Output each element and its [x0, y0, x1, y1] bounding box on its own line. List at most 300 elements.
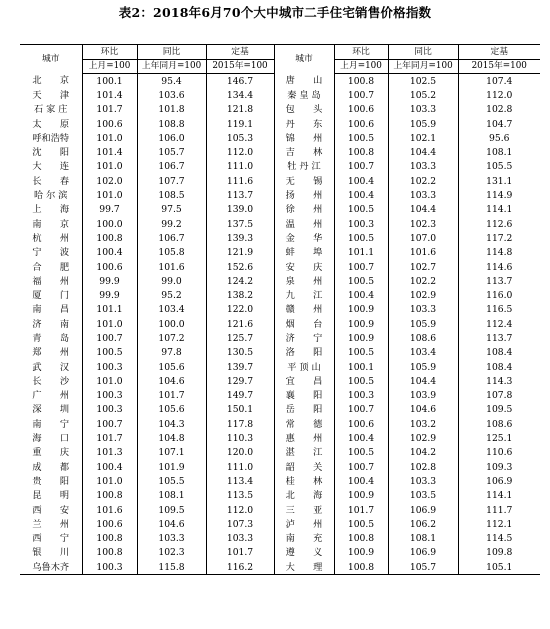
mom-cell-left: 101.7 [82, 103, 137, 117]
yoy-cell-right: 102.9 [388, 288, 458, 302]
mom-cell-left: 101.4 [82, 145, 137, 159]
base-cell-left: 152.6 [206, 260, 274, 274]
mom-cell-left: 101.1 [82, 303, 137, 317]
city-cell-left: 西 宁 [20, 532, 82, 546]
mom-cell-left: 101.0 [82, 374, 137, 388]
base-cell-left: 121.6 [206, 317, 274, 331]
city-cell-right: 遵 义 [274, 546, 334, 560]
base-cell-right: 109.5 [486, 404, 513, 416]
mom-cell-right: 100.4 [334, 174, 388, 188]
yoy-cell-right: 104.6 [388, 403, 458, 417]
base-cell-left: 149.7 [206, 389, 274, 403]
table-row [20, 403, 540, 417]
mom-cell-left: 100.3 [82, 403, 137, 417]
mom-cell-right: 100.5 [334, 231, 388, 245]
city-cell-right: 蚌 埠 [274, 246, 334, 260]
table-row [20, 346, 540, 360]
yoy-cell-left: 97.5 [137, 203, 206, 217]
city-cell-left: 长 春 [20, 174, 82, 188]
yoy-cell-left: 106.7 [137, 160, 206, 174]
mom-cell-right: 100.9 [334, 489, 388, 503]
base-cell-left: 111.0 [206, 160, 274, 174]
yoy-cell-right: 106.9 [388, 546, 458, 560]
mom-cell-left: 100.8 [82, 489, 137, 503]
base-cell-left: 112.0 [206, 145, 274, 159]
city-cell-right: 湛 江 [274, 446, 334, 460]
yoy-cell-right: 103.9 [388, 389, 458, 403]
base-cell-left: 103.3 [206, 532, 274, 546]
city-cell-left: 济 南 [20, 317, 82, 331]
subheader-base-right: 2015年=100 [458, 60, 540, 74]
city-cell-left: 昆 明 [20, 489, 82, 503]
table-row [20, 160, 540, 174]
mom-cell-right: 100.5 [334, 517, 388, 531]
city-cell-left: 呼和浩特 [20, 131, 82, 145]
mom-cell-right: 101.7 [334, 503, 388, 517]
table-row [20, 203, 540, 217]
table-row [20, 103, 540, 117]
table-row [20, 489, 540, 503]
yoy-cell-left: 109.5 [137, 503, 206, 517]
mom-cell-left: 101.6 [82, 503, 137, 517]
mom-cell-left: 101.0 [82, 474, 137, 488]
city-cell-left: 南 京 [20, 217, 82, 231]
city-cell-right: 济 宁 [274, 331, 334, 345]
mom-cell-left: 100.8 [82, 532, 137, 546]
base-cell-left: 137.5 [206, 217, 274, 231]
yoy-cell-left: 107.2 [137, 331, 206, 345]
base-cell-left: 129.7 [206, 374, 274, 388]
base-cell-right: 108.6 [486, 418, 513, 430]
base-cell-right: 117.2 [486, 232, 513, 244]
city-cell-right: 北 海 [274, 489, 334, 503]
yoy-cell-left: 97.8 [137, 346, 206, 360]
mom-cell-right: 100.6 [334, 103, 388, 117]
mom-cell-right: 100.5 [334, 346, 388, 360]
mom-cell-left: 100.5 [82, 346, 137, 360]
city-cell-right: 安 庆 [274, 260, 334, 274]
table-row [20, 246, 540, 260]
mom-cell-left: 100.3 [82, 389, 137, 403]
city-cell-left: 大 连 [20, 160, 82, 174]
city-cell-right: 平 顶 山 [274, 360, 334, 374]
city-cell-right: 无 锡 [274, 174, 334, 188]
yoy-cell-left: 105.5 [137, 474, 206, 488]
mom-cell-left: 101.0 [82, 188, 137, 202]
mom-cell-left: 99.7 [82, 203, 137, 217]
base-cell-right: 109.3 [486, 461, 513, 473]
base-cell-right: 114.6 [486, 261, 513, 273]
base-cell-left: 139.0 [206, 203, 274, 217]
table-row [20, 546, 540, 560]
city-cell-right: 泉 州 [274, 274, 334, 288]
table-row [20, 145, 540, 159]
header-base-right: 定基 [458, 45, 540, 60]
yoy-cell-left: 105.6 [137, 360, 206, 374]
mom-cell-right: 100.4 [334, 474, 388, 488]
yoy-cell-left: 101.8 [137, 103, 206, 117]
yoy-cell-right: 102.3 [388, 217, 458, 231]
table-row [20, 532, 540, 546]
mom-cell-right: 100.9 [334, 303, 388, 317]
city-cell-right: 惠 州 [274, 431, 334, 445]
base-cell-right: 108.1 [486, 147, 513, 159]
yoy-cell-right: 102.8 [388, 460, 458, 474]
table-row [20, 303, 540, 317]
yoy-cell-left: 105.7 [137, 145, 206, 159]
base-cell-right: 113.7 [486, 275, 513, 287]
yoy-cell-right: 108.1 [388, 532, 458, 546]
yoy-cell-left: 104.6 [137, 374, 206, 388]
mom-cell-right: 100.8 [334, 560, 388, 575]
city-cell-left: 杭 州 [20, 231, 82, 245]
header-row [20, 45, 540, 60]
mom-cell-right: 100.8 [334, 532, 388, 546]
base-cell-left: 116.2 [206, 560, 274, 575]
table-row [20, 88, 540, 102]
mom-cell-left: 101.4 [82, 88, 137, 102]
base-cell-right: 104.7 [486, 118, 513, 130]
yoy-cell-left: 106.0 [137, 131, 206, 145]
table-row [20, 474, 540, 488]
city-cell-right: 襄 阳 [274, 389, 334, 403]
yoy-cell-left: 95.4 [137, 74, 206, 89]
city-cell-left: 贵 阳 [20, 474, 82, 488]
city-cell-left: 天 津 [20, 88, 82, 102]
city-cell-left: 深 圳 [20, 403, 82, 417]
yoy-cell-right: 102.1 [388, 131, 458, 145]
mom-cell-left: 101.0 [82, 317, 137, 331]
city-cell-left: 厦 门 [20, 288, 82, 302]
base-cell-left: 101.7 [206, 546, 274, 560]
yoy-cell-left: 100.0 [137, 317, 206, 331]
base-cell-left: 122.0 [206, 303, 274, 317]
subheader-yoy-left: 上年同月=100 [137, 60, 206, 74]
table-row [20, 417, 540, 431]
table-row [20, 74, 540, 89]
base-cell-left: 121.9 [206, 246, 274, 260]
mom-cell-right: 100.8 [334, 74, 388, 89]
yoy-cell-left: 95.2 [137, 288, 206, 302]
mom-cell-left: 99.9 [82, 274, 137, 288]
yoy-cell-right: 102.2 [388, 274, 458, 288]
mom-cell-left: 100.8 [82, 546, 137, 560]
city-cell-left: 广 州 [20, 389, 82, 403]
mom-cell-left: 100.7 [82, 331, 137, 345]
header-yoy-right: 同比 [388, 45, 458, 60]
table-row [20, 288, 540, 302]
city-cell-left: 海 口 [20, 431, 82, 445]
mom-cell-left: 101.0 [82, 131, 137, 145]
yoy-cell-left: 101.7 [137, 389, 206, 403]
header-city-right: 城市 [274, 45, 334, 74]
yoy-cell-left: 104.3 [137, 417, 206, 431]
city-cell-left: 南 昌 [20, 303, 82, 317]
base-cell-left: 121.8 [206, 103, 274, 117]
mom-cell-right: 100.7 [334, 160, 388, 174]
city-cell-left: 银 川 [20, 546, 82, 560]
base-cell-left: 139.3 [206, 231, 274, 245]
city-cell-right: 岳 阳 [274, 403, 334, 417]
yoy-cell-right: 105.9 [388, 360, 458, 374]
mom-cell-right: 100.7 [334, 403, 388, 417]
yoy-cell-left: 105.8 [137, 246, 206, 260]
table-row [20, 360, 540, 374]
city-cell-right: 赣 州 [274, 303, 334, 317]
base-cell-right: 114.1 [486, 490, 513, 502]
yoy-cell-left: 115.8 [137, 560, 206, 575]
mom-cell-right: 101.1 [334, 246, 388, 260]
city-cell-right: 常 德 [274, 417, 334, 431]
base-cell-left: 119.1 [206, 117, 274, 131]
mom-cell-left: 100.6 [82, 517, 137, 531]
base-cell-right: 95.6 [489, 132, 510, 144]
mom-cell-right: 100.9 [334, 331, 388, 345]
base-cell-right: 107.4 [486, 75, 513, 87]
yoy-cell-right: 102.7 [388, 260, 458, 274]
city-cell-left: 兰 州 [20, 517, 82, 531]
yoy-cell-right: 104.4 [388, 374, 458, 388]
mom-cell-right: 100.7 [334, 88, 388, 102]
base-cell-left: 111.0 [206, 460, 274, 474]
city-cell-right: 包 头 [274, 103, 334, 117]
city-cell-right: 扬 州 [274, 188, 334, 202]
base-cell-left: 112.0 [206, 503, 274, 517]
table-row [20, 503, 540, 517]
base-cell-right: 114.8 [486, 247, 513, 259]
base-cell-right: 125.1 [486, 433, 513, 445]
city-cell-left: 太 原 [20, 117, 82, 131]
base-cell-right: 114.1 [486, 204, 513, 216]
city-cell-left: 北 京 [20, 74, 82, 89]
yoy-cell-right: 102.5 [388, 74, 458, 89]
yoy-cell-right: 105.9 [388, 317, 458, 331]
city-cell-right: 烟 台 [274, 317, 334, 331]
city-cell-right: 唐 山 [274, 74, 334, 89]
subheader-base-left: 2015年=100 [206, 60, 274, 74]
price-index-table [20, 44, 540, 575]
yoy-cell-left: 104.8 [137, 431, 206, 445]
city-cell-left: 成 都 [20, 460, 82, 474]
city-cell-right: 泸 州 [274, 517, 334, 531]
base-cell-left: 113.4 [206, 474, 274, 488]
mom-cell-left: 100.6 [82, 260, 137, 274]
yoy-cell-right: 104.4 [388, 203, 458, 217]
mom-cell-right: 100.6 [334, 117, 388, 131]
table-row [20, 274, 540, 288]
base-cell-right: 108.4 [486, 361, 513, 373]
mom-cell-left: 100.4 [82, 246, 137, 260]
mom-cell-left: 99.9 [82, 288, 137, 302]
yoy-cell-left: 99.2 [137, 217, 206, 231]
mom-cell-right: 100.5 [334, 274, 388, 288]
yoy-cell-left: 103.6 [137, 88, 206, 102]
mom-cell-right: 100.5 [334, 131, 388, 145]
base-cell-right: 102.8 [486, 104, 513, 116]
mom-cell-right: 100.5 [334, 446, 388, 460]
yoy-cell-right: 107.0 [388, 231, 458, 245]
base-cell-right: 116.5 [486, 304, 513, 316]
mom-cell-left: 101.0 [82, 160, 137, 174]
base-cell-right: 116.0 [486, 290, 513, 302]
city-cell-right: 韶 关 [274, 460, 334, 474]
mom-cell-right: 100.8 [334, 145, 388, 159]
city-cell-right: 洛 阳 [274, 346, 334, 360]
mom-cell-left: 101.3 [82, 446, 137, 460]
yoy-cell-right: 108.6 [388, 331, 458, 345]
city-cell-right: 锦 州 [274, 131, 334, 145]
yoy-cell-right: 103.3 [388, 160, 458, 174]
base-cell-left: 107.3 [206, 517, 274, 531]
city-cell-right: 秦 皇 岛 [274, 88, 334, 102]
yoy-cell-right: 103.3 [388, 474, 458, 488]
base-cell-right: 131.1 [486, 175, 513, 187]
base-cell-left: 150.1 [206, 403, 274, 417]
table-row [20, 389, 540, 403]
yoy-cell-left: 108.1 [137, 489, 206, 503]
base-cell-right: 106.9 [486, 475, 513, 487]
yoy-cell-right: 105.9 [388, 117, 458, 131]
city-cell-right: 桂 林 [274, 474, 334, 488]
city-cell-right: 金 华 [274, 231, 334, 245]
base-cell-right: 112.1 [486, 518, 513, 530]
city-cell-left: 乌鲁木齐 [20, 560, 82, 575]
yoy-cell-left: 107.7 [137, 174, 206, 188]
mom-cell-left: 100.3 [82, 560, 137, 575]
yoy-cell-right: 103.3 [388, 188, 458, 202]
yoy-cell-left: 106.7 [137, 231, 206, 245]
base-cell-right: 114.9 [486, 190, 513, 202]
city-cell-left: 宁 波 [20, 246, 82, 260]
city-cell-right: 温 州 [274, 217, 334, 231]
base-cell-left: 139.7 [206, 360, 274, 374]
base-cell-left: 105.3 [206, 131, 274, 145]
city-cell-left: 武 汉 [20, 360, 82, 374]
table-row [20, 117, 540, 131]
subheader-mom-right: 上月=100 [334, 60, 388, 74]
subheader-yoy-right: 上年同月=100 [388, 60, 458, 74]
yoy-cell-right: 105.2 [388, 88, 458, 102]
city-cell-right: 吉 林 [274, 145, 334, 159]
mom-cell-right: 100.7 [334, 460, 388, 474]
table-row [20, 174, 540, 188]
base-cell-right: 107.8 [486, 390, 513, 402]
mom-cell-left: 100.7 [82, 417, 137, 431]
mom-cell-right: 100.5 [334, 203, 388, 217]
table-row [20, 460, 540, 474]
base-cell-right: 105.5 [486, 161, 513, 173]
base-cell-right: 112.6 [486, 218, 513, 230]
city-cell-right: 三 亚 [274, 503, 334, 517]
mom-cell-left: 100.0 [82, 217, 137, 231]
yoy-cell-left: 105.6 [137, 403, 206, 417]
mom-cell-right: 100.9 [334, 546, 388, 560]
yoy-cell-right: 106.9 [388, 503, 458, 517]
mom-cell-right: 100.4 [334, 431, 388, 445]
yoy-cell-left: 103.4 [137, 303, 206, 317]
yoy-cell-right: 105.7 [388, 560, 458, 575]
base-cell-right: 114.3 [486, 375, 513, 387]
city-cell-right: 丹 东 [274, 117, 334, 131]
yoy-cell-left: 103.3 [137, 532, 206, 546]
base-cell-left: 130.5 [206, 346, 274, 360]
table-title: 表2：2018年6月70个大中城市二手住宅销售价格指数 [118, 5, 432, 20]
base-cell-left: 117.8 [206, 417, 274, 431]
city-cell-left: 青 岛 [20, 331, 82, 345]
yoy-cell-right: 103.3 [388, 303, 458, 317]
city-cell-left: 重 庆 [20, 446, 82, 460]
city-cell-left: 福 州 [20, 274, 82, 288]
table-row [20, 431, 540, 445]
table-row [20, 131, 540, 145]
mom-cell-left: 100.8 [82, 231, 137, 245]
table-row [20, 560, 540, 575]
base-cell-left: 138.2 [206, 288, 274, 302]
table-row [20, 374, 540, 388]
city-cell-left: 合 肥 [20, 260, 82, 274]
mom-cell-right: 100.7 [334, 260, 388, 274]
base-cell-right: 105.1 [458, 560, 540, 575]
yoy-cell-left: 104.6 [137, 517, 206, 531]
yoy-cell-right: 102.9 [388, 431, 458, 445]
base-cell-right: 111.7 [486, 504, 513, 516]
city-cell-left: 沈 阳 [20, 145, 82, 159]
mom-cell-right: 100.1 [334, 360, 388, 374]
city-cell-right: 牡 丹 江 [274, 160, 334, 174]
mom-cell-left: 101.7 [82, 431, 137, 445]
mom-cell-left: 100.6 [82, 117, 137, 131]
base-cell-left: 113.7 [206, 188, 274, 202]
base-cell-right: 112.4 [486, 318, 513, 330]
base-cell-left: 120.0 [206, 446, 274, 460]
base-cell-left: 134.4 [206, 88, 274, 102]
header-base-left: 定基 [206, 45, 274, 60]
base-cell-right: 112.0 [486, 89, 513, 101]
mom-cell-right: 100.4 [334, 188, 388, 202]
table-row [20, 517, 540, 531]
header-mom-left: 环比 [82, 45, 137, 60]
base-cell-left: 113.5 [206, 489, 274, 503]
mom-cell-right: 100.3 [334, 389, 388, 403]
yoy-cell-left: 107.1 [137, 446, 206, 460]
base-cell-left: 146.7 [206, 74, 274, 89]
mom-cell-left: 100.3 [82, 360, 137, 374]
city-cell-left: 石 家 庄 [20, 103, 82, 117]
base-cell-right: 108.4 [486, 347, 513, 359]
yoy-cell-right: 103.3 [388, 103, 458, 117]
mom-cell-right: 100.6 [334, 417, 388, 431]
base-cell-right: 113.7 [486, 332, 513, 344]
yoy-cell-right: 104.2 [388, 446, 458, 460]
table-row [20, 317, 540, 331]
city-cell-right: 宜 昌 [274, 374, 334, 388]
mom-cell-left: 100.4 [82, 460, 137, 474]
table-row [20, 188, 540, 202]
mom-cell-right: 100.9 [334, 317, 388, 331]
city-cell-left: 长 沙 [20, 374, 82, 388]
city-cell-left: 郑 州 [20, 346, 82, 360]
table-row [20, 331, 540, 345]
yoy-cell-left: 102.3 [137, 546, 206, 560]
header-city-left: 城市 [20, 45, 82, 74]
yoy-cell-right: 102.2 [388, 174, 458, 188]
base-cell-left: 124.2 [206, 274, 274, 288]
base-cell-right: 114.5 [486, 533, 513, 545]
base-cell-left: 111.6 [206, 174, 274, 188]
yoy-cell-right: 103.2 [388, 417, 458, 431]
table-row [20, 260, 540, 274]
base-cell-right: 110.6 [486, 447, 513, 459]
